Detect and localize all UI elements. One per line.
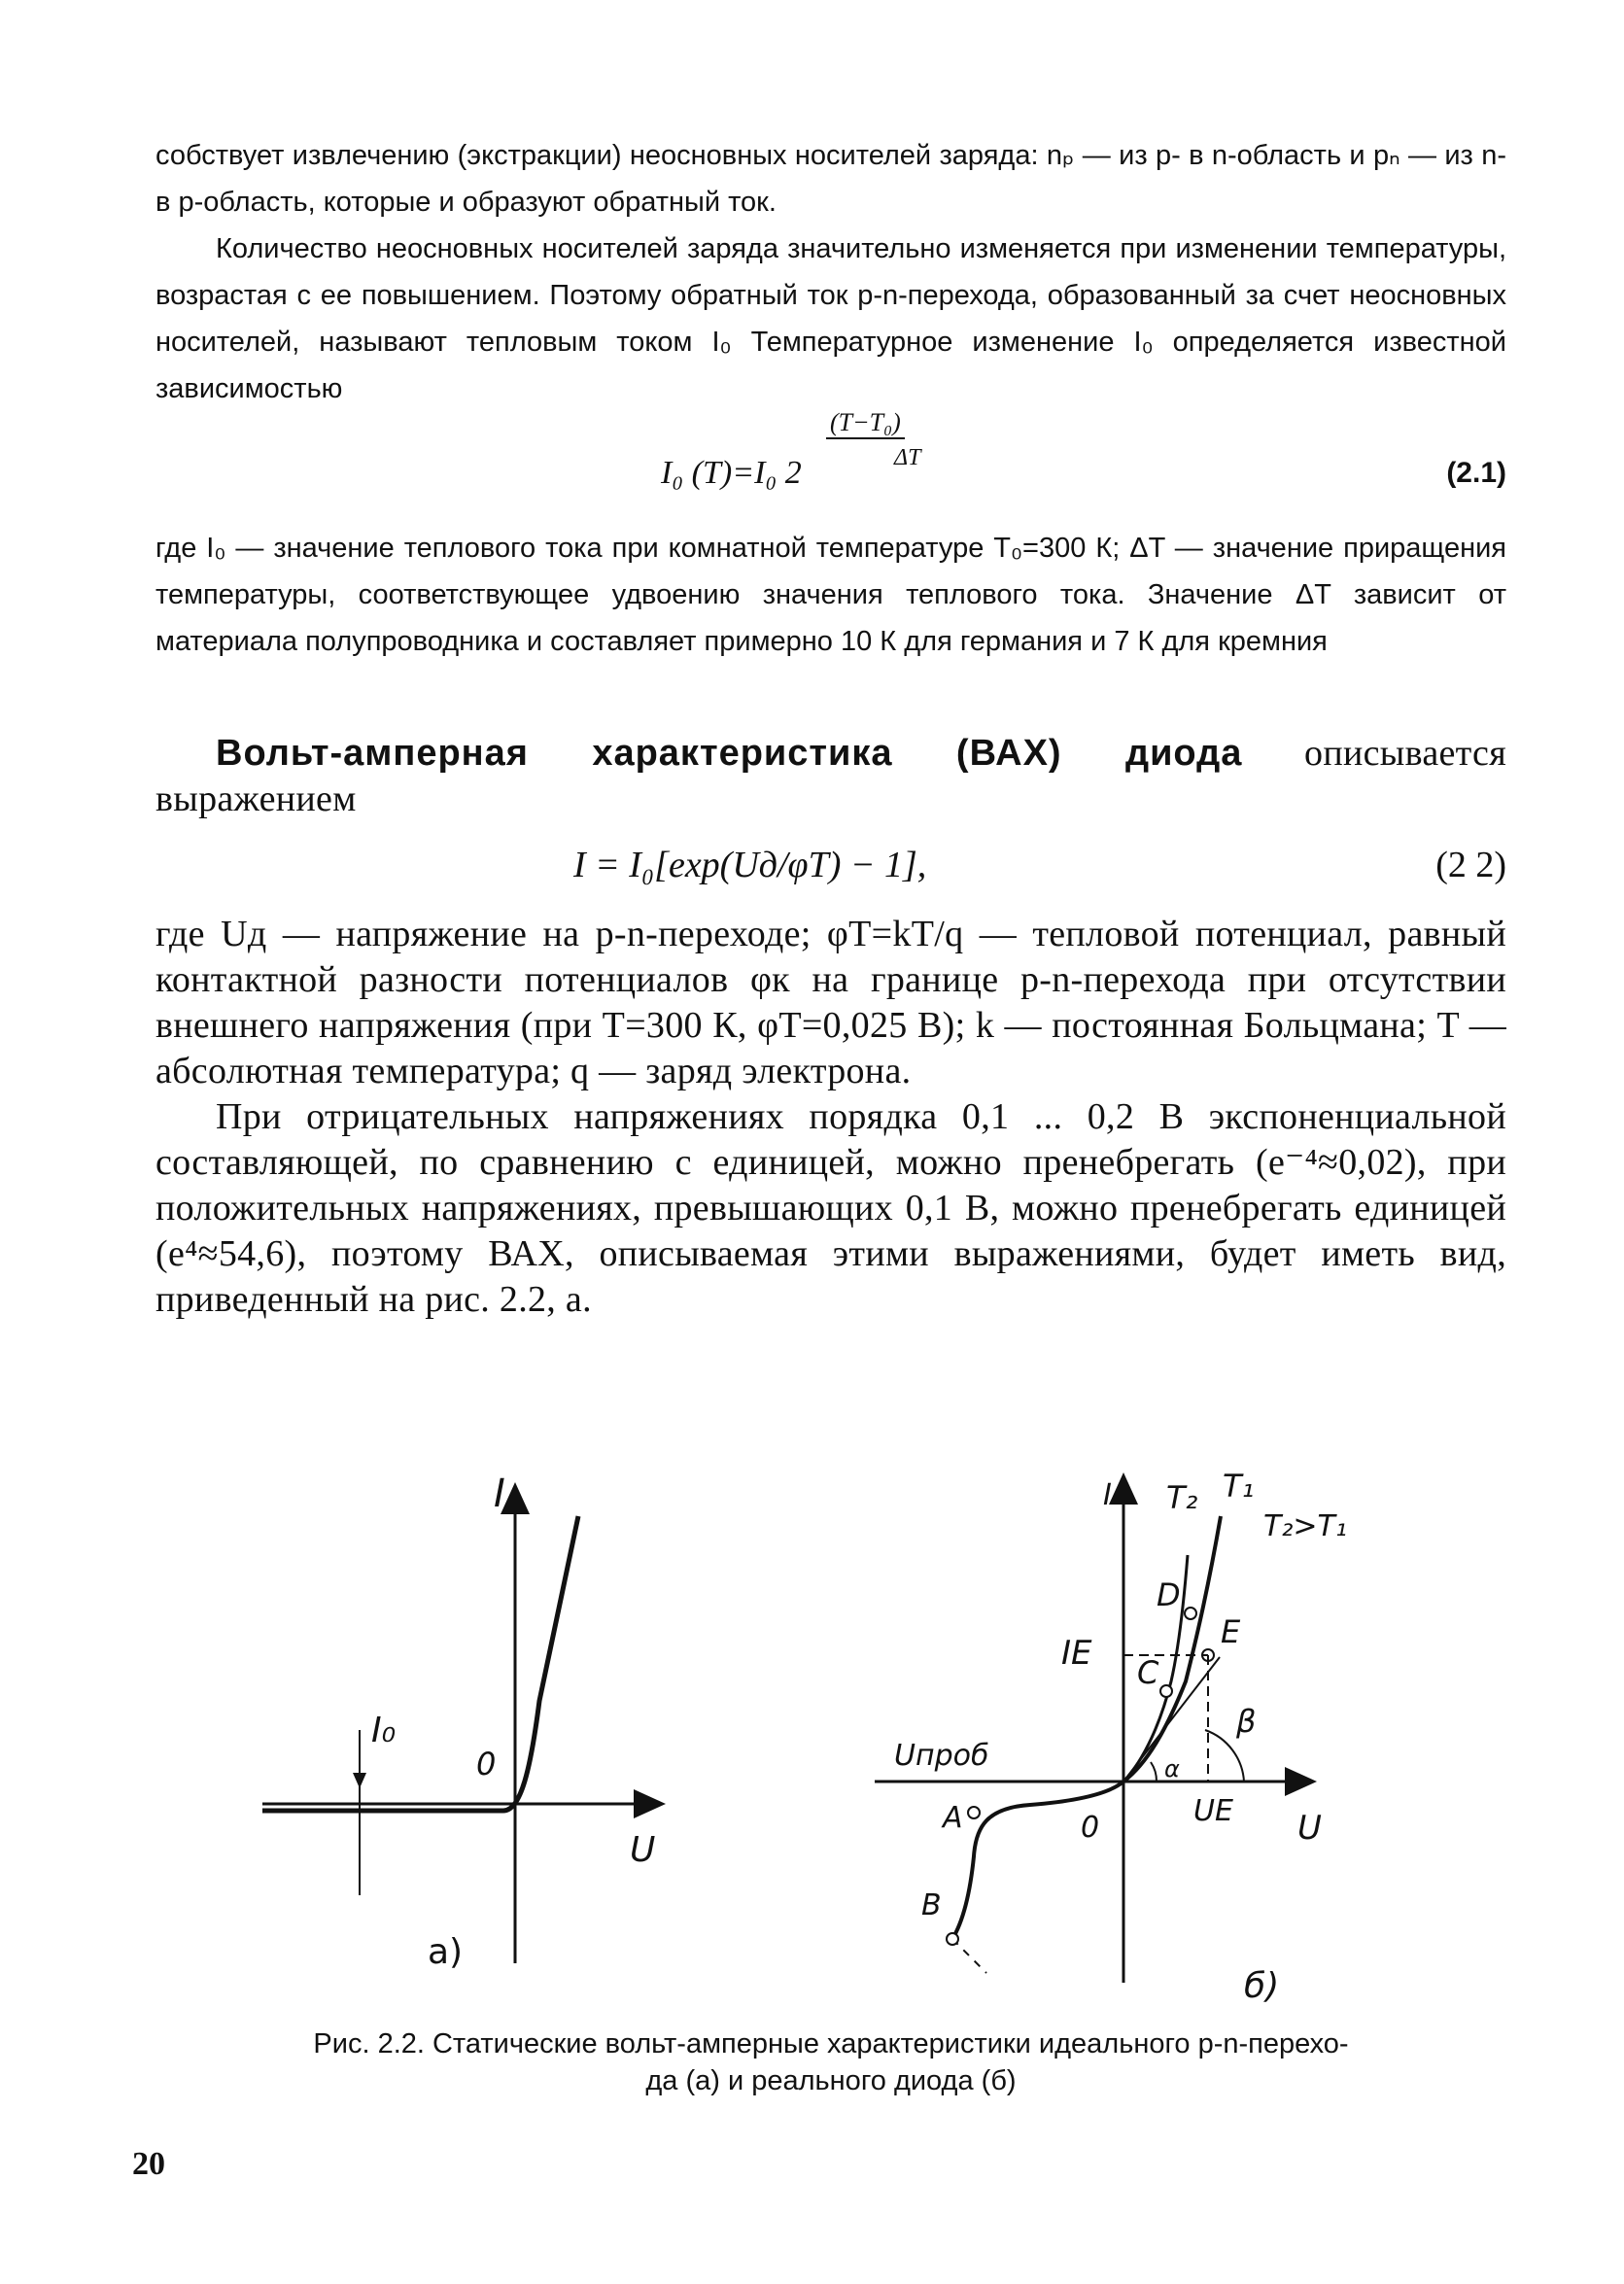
figure-real-diode bbox=[855, 1458, 1399, 2012]
panel-label-a: а) bbox=[428, 1932, 464, 1972]
curve-t2-label: T₂ bbox=[1166, 1479, 1198, 1516]
point-c-label: C bbox=[1137, 1654, 1159, 1691]
point-c bbox=[1160, 1685, 1172, 1697]
page-number: 20 bbox=[132, 2146, 165, 2182]
paragraph-extraction: собствует извлечению (экстракции) неосновных носителей заряда: nₚ — из p- в n-область и pₙ — из n- в p-область, которые и образуют обратный ток. bbox=[155, 140, 1506, 218]
caption-line-1: Рис. 2.2. Статические вольт-амперные характеристики идеального p-n-перехо- bbox=[313, 2028, 1349, 2059]
origin-label: 0 bbox=[476, 1746, 497, 1782]
formula-vax-number: (2 2) bbox=[1435, 845, 1506, 885]
formula-number: (2.1) bbox=[1446, 457, 1506, 489]
figure-caption bbox=[155, 2025, 1506, 2099]
figure-ideal-junction bbox=[243, 1477, 709, 1992]
paragraph-negative-voltages: При отрицательных напряжениях порядка 0,1 ... 0,2 В экспоненциальной составляющей, по сравнению с единицей, можно пренебрегать (e⁻⁴≈0,02), при положительных напряжениях, превышающих 0,1 В, можно пренебрегать единицей (e⁴≈54,6), поэтому ВАХ, описываемая этими выражениями, будет иметь вид, приведенный на рис. 2.2, а. bbox=[155, 1096, 1506, 1320]
point-b bbox=[947, 1933, 958, 1945]
section-heading: Вольт-амперная характеристика (ВАХ) диода bbox=[216, 733, 1243, 774]
axis-label-i: I bbox=[1103, 1478, 1112, 1512]
angle-alpha-arc bbox=[1151, 1762, 1157, 1782]
voltage-ue-label: UE bbox=[1193, 1794, 1233, 1828]
point-b-label: B bbox=[921, 1888, 942, 1922]
formula-expression: I₀ (T)=I₀ 2 bbox=[661, 455, 802, 491]
point-d bbox=[1185, 1608, 1196, 1619]
point-a bbox=[968, 1807, 980, 1818]
formula-exponent-denominator: ΔT bbox=[894, 445, 921, 470]
curve-t1-label: T₁ bbox=[1223, 1468, 1255, 1505]
body-text-vax bbox=[155, 731, 1506, 822]
current-ie-label: IE bbox=[1061, 1634, 1092, 1673]
temperature-relation: T₂>T₁ bbox=[1263, 1509, 1347, 1543]
point-d-label: D bbox=[1157, 1576, 1181, 1613]
body-text-top bbox=[155, 132, 1506, 412]
caption-line-2: да (а) и реального диода (б) bbox=[645, 2065, 1017, 2096]
reverse-current-arrow bbox=[353, 1773, 366, 1788]
paragraph-parameters: где Uд — напряжение на p-n-переходе; φT=kT/q — тепловой потенциал, равный контактной разности потенциалов φк на границе p-n-перехода при отсутствии внешнего напряжения (при T=300 К, φT=0,025 В); k — постоянная Больцмана; T — абсолютная температура; q — заряд электрона. bbox=[155, 914, 1506, 1091]
formula-2-2 bbox=[155, 844, 1506, 892]
axis-label-u: U bbox=[1297, 1809, 1322, 1848]
formula-exponent-numerator: (T−T₀) bbox=[826, 408, 905, 439]
point-e-label: E bbox=[1221, 1613, 1241, 1650]
heading-tail: описывается выражением bbox=[155, 733, 1506, 819]
breakdown-voltage-label: Uпроб bbox=[894, 1739, 989, 1773]
paragraph-thermal-current: Количество неосновных носителей заряда значительно изменяется при изменении температуры, возрастая с ее повышением. Поэтому обратный ток p-n-перехода, образованный за счет неосновных носителей, называют тепловым током I₀ Температурное изменение I₀ определяется известной зависимостью bbox=[155, 233, 1506, 404]
axis-label-u: U bbox=[630, 1830, 656, 1870]
paragraph-delta-t: где I₀ — значение теплового тока при комнатной температуре T₀=300 К; ΔT — значение приращения температуры, соответствующее удвоению значения теплового тока. Значение ΔT зависит от материала полупроводника и составляет примерно 10 К для германия и 7 К для кремния bbox=[155, 533, 1506, 657]
angle-alpha-label: α bbox=[1164, 1755, 1180, 1782]
ideal-vax-curve bbox=[262, 1516, 578, 1811]
angle-beta-label: β bbox=[1236, 1703, 1257, 1740]
panel-label-b: б) bbox=[1244, 1966, 1280, 2006]
body-text-params bbox=[155, 912, 1506, 1323]
formula-vax-expression: I = I₀[exp(Uд/φT) − 1], bbox=[573, 845, 927, 885]
axis-label-i: I bbox=[494, 1477, 505, 1516]
origin-label: 0 bbox=[1081, 1811, 1100, 1845]
point-a-label: A bbox=[943, 1801, 963, 1835]
formula-2-1 bbox=[155, 408, 1506, 515]
reverse-current-label: I₀ bbox=[371, 1711, 397, 1750]
body-text-delta bbox=[155, 525, 1506, 665]
breakdown-tail bbox=[952, 1939, 986, 1973]
